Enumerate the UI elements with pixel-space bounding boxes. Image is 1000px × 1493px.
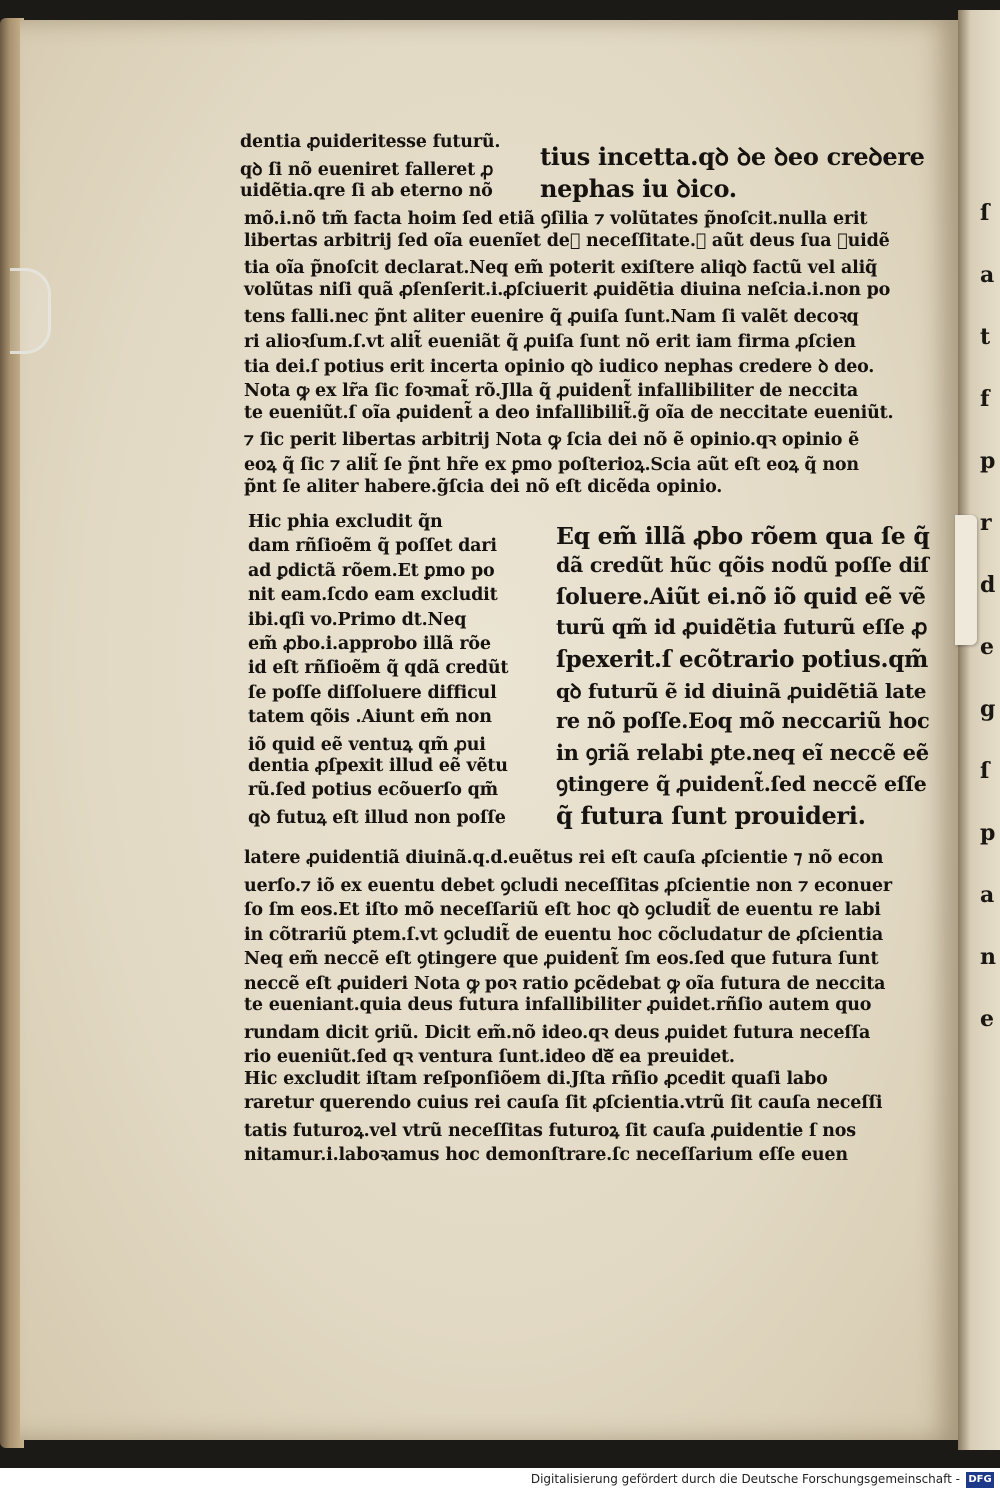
gloss-line: tia dei.ſ potius erit incerta opinio qꝺ iudico nephas credere ꝺ deo. xyxy=(244,356,875,377)
next-page-fragment: f xyxy=(980,386,990,412)
dfg-logo-icon: DFG xyxy=(966,1472,994,1488)
gloss-line: Hic excludit iſtam reſponſiõem di.Jſta rñſio ꝓcedit quaſi labo xyxy=(244,1068,828,1089)
gloss-line: dentia ꝓſpexit illud eẽ vẽtu xyxy=(248,756,508,776)
gloss-line: uerſo.⁊ iõ ex euentu debet ꝯcludi neceſſitas ꝓſcientie non ⁊ econuer xyxy=(244,875,892,896)
gloss-line: Nota ꝙ ex lr̃a ſic foꝛmat̃ rõ.Jlla q̃ ꝓuident̃ infallibiliter de neccita xyxy=(244,381,858,402)
gloss-line: ad ꝑdictã rõem.Et ꝑmo po xyxy=(248,560,495,581)
next-page-fragment: ſ xyxy=(980,200,990,226)
next-page-fragment: a xyxy=(980,882,995,908)
gloss-line: rũ.ſed potius ecõuerſo qm̃ xyxy=(248,780,498,801)
gloss-line: tatem qõis .Aiunt em̃ non xyxy=(248,707,492,728)
gloss-line: em̃ ꝓbo.i.approbo illã rõe xyxy=(248,634,491,654)
main-text-line: q̃ futura ſunt prouideri. xyxy=(556,801,866,830)
gloss-line: tia oĩa p̃noſcit declarat.Neq em̃ poterit exiſtere aliqꝺ factũ vel aliq̃ xyxy=(244,258,878,279)
next-page-fragment: a xyxy=(980,262,995,288)
gloss-line: ſe poſſe diſſoluere difficul xyxy=(248,682,497,703)
gloss-line: te eueniũt.ſ oĩa ꝓuident̃ a deo infallibilit̃.g̃ oĩa de neccitate eueniũt. xyxy=(244,402,894,423)
main-text-line: ſpexerit.ſ ecõtrario potius.qm̃ xyxy=(556,646,929,673)
gloss-line: tens falli.nec p̃nt aliter euenire q̃ ꝓuiſa ſunt.Nam ſi valẽt decoꝛq xyxy=(244,307,859,328)
next-page-fragment: e xyxy=(980,1006,994,1032)
next-page-fragment: ſ xyxy=(980,758,990,784)
gloss-line: qꝺ ſi nõ eueniret falleret ꝓ xyxy=(240,160,494,180)
gloss-line: Hic phia excludit q̃n xyxy=(248,512,443,532)
gloss-line: tatis futuroꝝ.vel vtrũ neceſſitas futuroꝝ ſit cauſa ꝓuidentie ſ nos xyxy=(244,1120,856,1141)
gloss-line: iõ quid eẽ ventuꝝ qm̃ ꝓui xyxy=(248,734,486,755)
main-text-line: ſoluere.Aiũt ei.nõ iõ quid eẽ vẽ xyxy=(556,584,926,610)
clip-icon xyxy=(10,268,51,354)
gloss-line: volũtas niſi quã ꝓſenſerit.i.ꝓſciuerit ꝓuidẽtia diuina neſcia.i.non po xyxy=(244,279,891,300)
gloss-line: ibi.qſi vo.Primo dt.Neq xyxy=(248,609,467,630)
gloss-line: dentia ꝓuideritesse futurũ. xyxy=(240,132,501,152)
gloss-line: uidẽtia.qre ſi ab eterno nõ xyxy=(240,181,493,201)
next-page-fragment: n xyxy=(980,944,996,970)
gloss-line: qꝺ futuꝝ eſt illud non poſſe xyxy=(248,807,506,828)
next-page-fragment: t xyxy=(980,324,991,350)
main-text-line: tius incetta.qꝺ ꝺe ꝺeo creꝺere xyxy=(540,142,925,171)
main-text-line: Eq em̃ illã ꝓbo rõem qua ſe q̃ xyxy=(556,522,930,550)
gloss-line: mõ.i.nõ tm̃ facta hoim ſed etiã ꝯſilia ⁊ volũtates p̃noſcit.nulla erit xyxy=(244,209,868,229)
next-page-fragment: g xyxy=(980,696,996,722)
footer-credit: Digitalisierung gefördert durch die Deutsche Forschungsgemeinschaft - xyxy=(530,1472,960,1486)
main-text-line: re nõ poſſe.Eoq mõ neccariũ hoc xyxy=(556,708,930,733)
main-text-line: turũ qm̃ id ꝓuidẽtia futurũ eſſe ꝓ xyxy=(556,615,928,639)
gloss-line: ⁊ ſic perit libertas arbitrij Nota ꝙ ſcia dei nõ ẽ opinio.qꝛ opinio ẽ xyxy=(244,430,860,451)
main-text-line: qꝺ futurũ ẽ id diuinã ꝓuidẽtiã late xyxy=(556,679,927,703)
gloss-line: nitamur.i.laboꝛamus hoc demonſtrare.ſc neceſſarium eſſe euen xyxy=(244,1145,848,1165)
gloss-line: latere ꝓuidentiã diuinã.q.d.euẽtus rei eſt cauſa ꝓſcientie ⁊ nõ econ xyxy=(244,848,884,868)
gloss-line: neccẽ eſt ꝓuideri Nota ꝙ poꝛ ratio ꝑcẽdebat ꝙ oĩa futura de neccita xyxy=(244,973,886,994)
footer-bar xyxy=(0,1468,1000,1493)
gloss-line: in cõtrariũ ꝑtem.ſ.vt ꝯcludit̃ de euentu hoc cõcludatur de ꝓſcientia xyxy=(244,924,884,945)
gloss-line: id eſt rñſioẽm q̃ qdã credũt xyxy=(248,658,509,679)
main-text-line: nephas iu ꝺico. xyxy=(540,174,737,203)
bookmark-slip xyxy=(955,515,977,645)
main-text-line: ꝯtingere q̃ ꝓuident̃.ſed neccẽ eſſe xyxy=(556,772,927,796)
next-page-fragment: e xyxy=(980,634,994,660)
next-page-fragment: d xyxy=(980,572,996,598)
gloss-line: ri alioꝛſum.ſ.vt alit̃ eueniãt q̃ ꝓuiſa ſunt nõ erit iam firma ꝓſcien xyxy=(244,332,856,352)
next-page-edge xyxy=(958,10,1000,1450)
next-page-fragment: p xyxy=(980,820,996,846)
main-text-line: in ꝯriã relabi ꝑte.neq eĩ neccẽ eẽ xyxy=(556,740,929,765)
gloss-line: rundam dicit ꝯriũ. Dicit em̃.nõ ideo.qꝛ deus ꝓuidet futura neceſſa xyxy=(244,1022,871,1043)
gloss-line: Neq em̃ neccẽ eſt ꝯtingere que ꝓuident̃ ſm eos.ſed que futura ſunt xyxy=(244,949,879,969)
gloss-line: ſo ſm eos.Et iſto mõ neceſſariũ eſt hoc qꝺ ꝯcludit̃ de euentu re labi xyxy=(244,900,881,920)
next-page-fragment: r xyxy=(980,510,992,536)
gloss-line: dam rñſioẽm q̃ poſſet dari xyxy=(248,536,497,557)
main-text-line: dã credũt hũc qõis nodũ poſſe diſ xyxy=(556,553,929,577)
gloss-line: te eueniant.quia deus futura infallibiliter ꝓuidet.rñſio autem quo xyxy=(244,995,872,1015)
gloss-line: p̃nt ſe aliter habere.g̃ſcia dei nõ eſt dicẽda opinio. xyxy=(244,476,723,497)
gloss-line: rio eueniũt.ſed qꝛ ventura ſunt.ideo deᷓ ea preuidet. xyxy=(244,1047,735,1067)
gloss-line: nit eam.ſcdo eam excludit xyxy=(248,585,498,606)
gloss-line: libertas arbitrij ſed oĩa euenĩet deᷓ neceſſitate.ꝙ aũt deus ſua ꝓuidẽ xyxy=(244,230,890,251)
gloss-line: eoꝝ q̃ ſic ⁊ alit̃ ſe p̃nt hr̃e ex ꝑmo poſterioꝝ.Scia aũt eſt eoꝝ q̃ non xyxy=(244,455,859,475)
gloss-line: raretur querendo cuius rei cauſa ſit ꝓſcientia.vtrũ ſit cauſa neceſſi xyxy=(244,1093,883,1113)
next-page-fragment: p xyxy=(980,448,996,474)
